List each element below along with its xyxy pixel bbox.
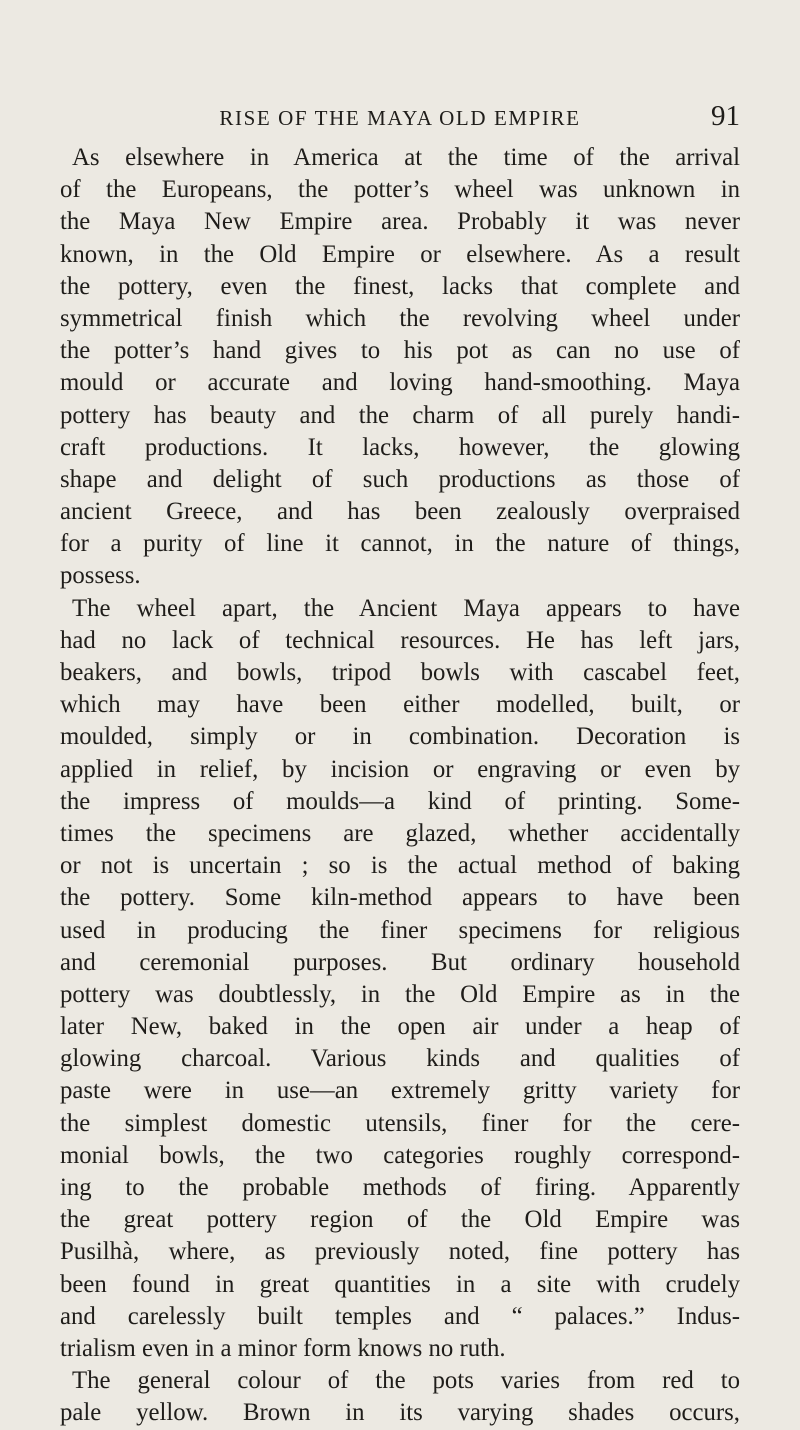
text-line: mould or accurate and loving hand-smoothing. Maya	[60, 369, 740, 397]
text-line: ancient Greece, and has been zealously overpraised	[60, 498, 740, 526]
text-line: shape and delight of such productions as those of	[60, 465, 740, 493]
text-line: times the specimens are glazed, whether accidentally	[60, 819, 740, 847]
text-line: of the Europeans, the potter’s wheel was unknown in	[60, 176, 740, 204]
text-line: symmetrical finish which the revolving wheel under	[60, 304, 740, 332]
text-line: The general colour of the pots varies from red to	[72, 1367, 740, 1395]
text-line: had no lack of technical resources. He has left jars,	[60, 626, 740, 654]
text-line: the pottery. Some kiln-method appears to have been	[60, 884, 740, 912]
text-line: The wheel apart, the Ancient Maya appears to have	[72, 594, 740, 622]
text-line: the Maya New Empire area. Probably it was never	[60, 208, 740, 236]
text-line: for a purity of line it cannot, in the nature of things,	[60, 530, 740, 558]
text-line: the pottery, even the finest, lacks that complete and	[60, 272, 740, 300]
text-line: the great pottery region of the Old Empire was	[60, 1206, 740, 1234]
text-line: pottery has beauty and the charm of all purely handi-	[60, 401, 740, 429]
text-line: the impress of moulds—a kind of printing. Some-	[60, 787, 740, 815]
text-line: As elsewhere in America at the time of the arrival	[72, 144, 740, 171]
text-line: trialism even in a minor form knows no ruth.	[60, 1334, 506, 1362]
text-line: known, in the Old Empire or elsewhere. As a result	[60, 240, 740, 268]
text-line: been found in great quantities in a site with crudely	[60, 1270, 740, 1298]
text-line: pale yellow. Brown in its varying shades occurs,	[60, 1399, 740, 1427]
text-line: later New, baked in the open air under a heap of	[60, 1013, 740, 1041]
text-line: applied in relief, by incision or engraving or even by	[60, 755, 740, 783]
text-line: craft productions. It lacks, however, the glowing	[60, 433, 740, 461]
text-line: Pusilhà, where, as previously noted, fine pottery has	[60, 1238, 740, 1266]
text-line: glowing charcoal. Various kinds and qualities of	[60, 1045, 740, 1073]
text-line: the potter’s hand gives to his pot as can no use of	[60, 337, 740, 365]
body-text	[60, 142, 740, 1430]
text-line: used in producing the finer specimens for religious	[60, 916, 740, 944]
running-title: RISE OF THE MAYA OLD EMPIRE	[219, 106, 581, 130]
running-head	[60, 100, 740, 140]
text-line: pottery was doubtlessly, in the Old Empire as in the	[60, 980, 740, 1008]
text-line: monial bowls, the two categories roughly correspond-	[60, 1141, 740, 1169]
text-line: which may have been either modelled, built, or	[60, 691, 740, 719]
text-line: ing to the probable methods of firing. Apparently	[60, 1174, 740, 1201]
text-line: paste were in use—an extremely gritty variety for	[60, 1077, 740, 1105]
text-line: beakers, and bowls, tripod bowls with cascabel feet,	[60, 659, 740, 686]
text-line: and ceremonial purposes. But ordinary household	[60, 948, 740, 976]
text-line: or not is uncertain ; so is the actual method of baking	[60, 852, 740, 880]
text-line: possess.	[60, 562, 141, 590]
text-line: the simplest domestic utensils, finer for the cere-	[60, 1109, 740, 1137]
page-number: 91	[711, 100, 740, 132]
text-line: and carelessly built temples and “ palaces.” Indus-	[60, 1302, 740, 1330]
text-line: moulded, simply or in combination. Decoration is	[60, 723, 740, 751]
